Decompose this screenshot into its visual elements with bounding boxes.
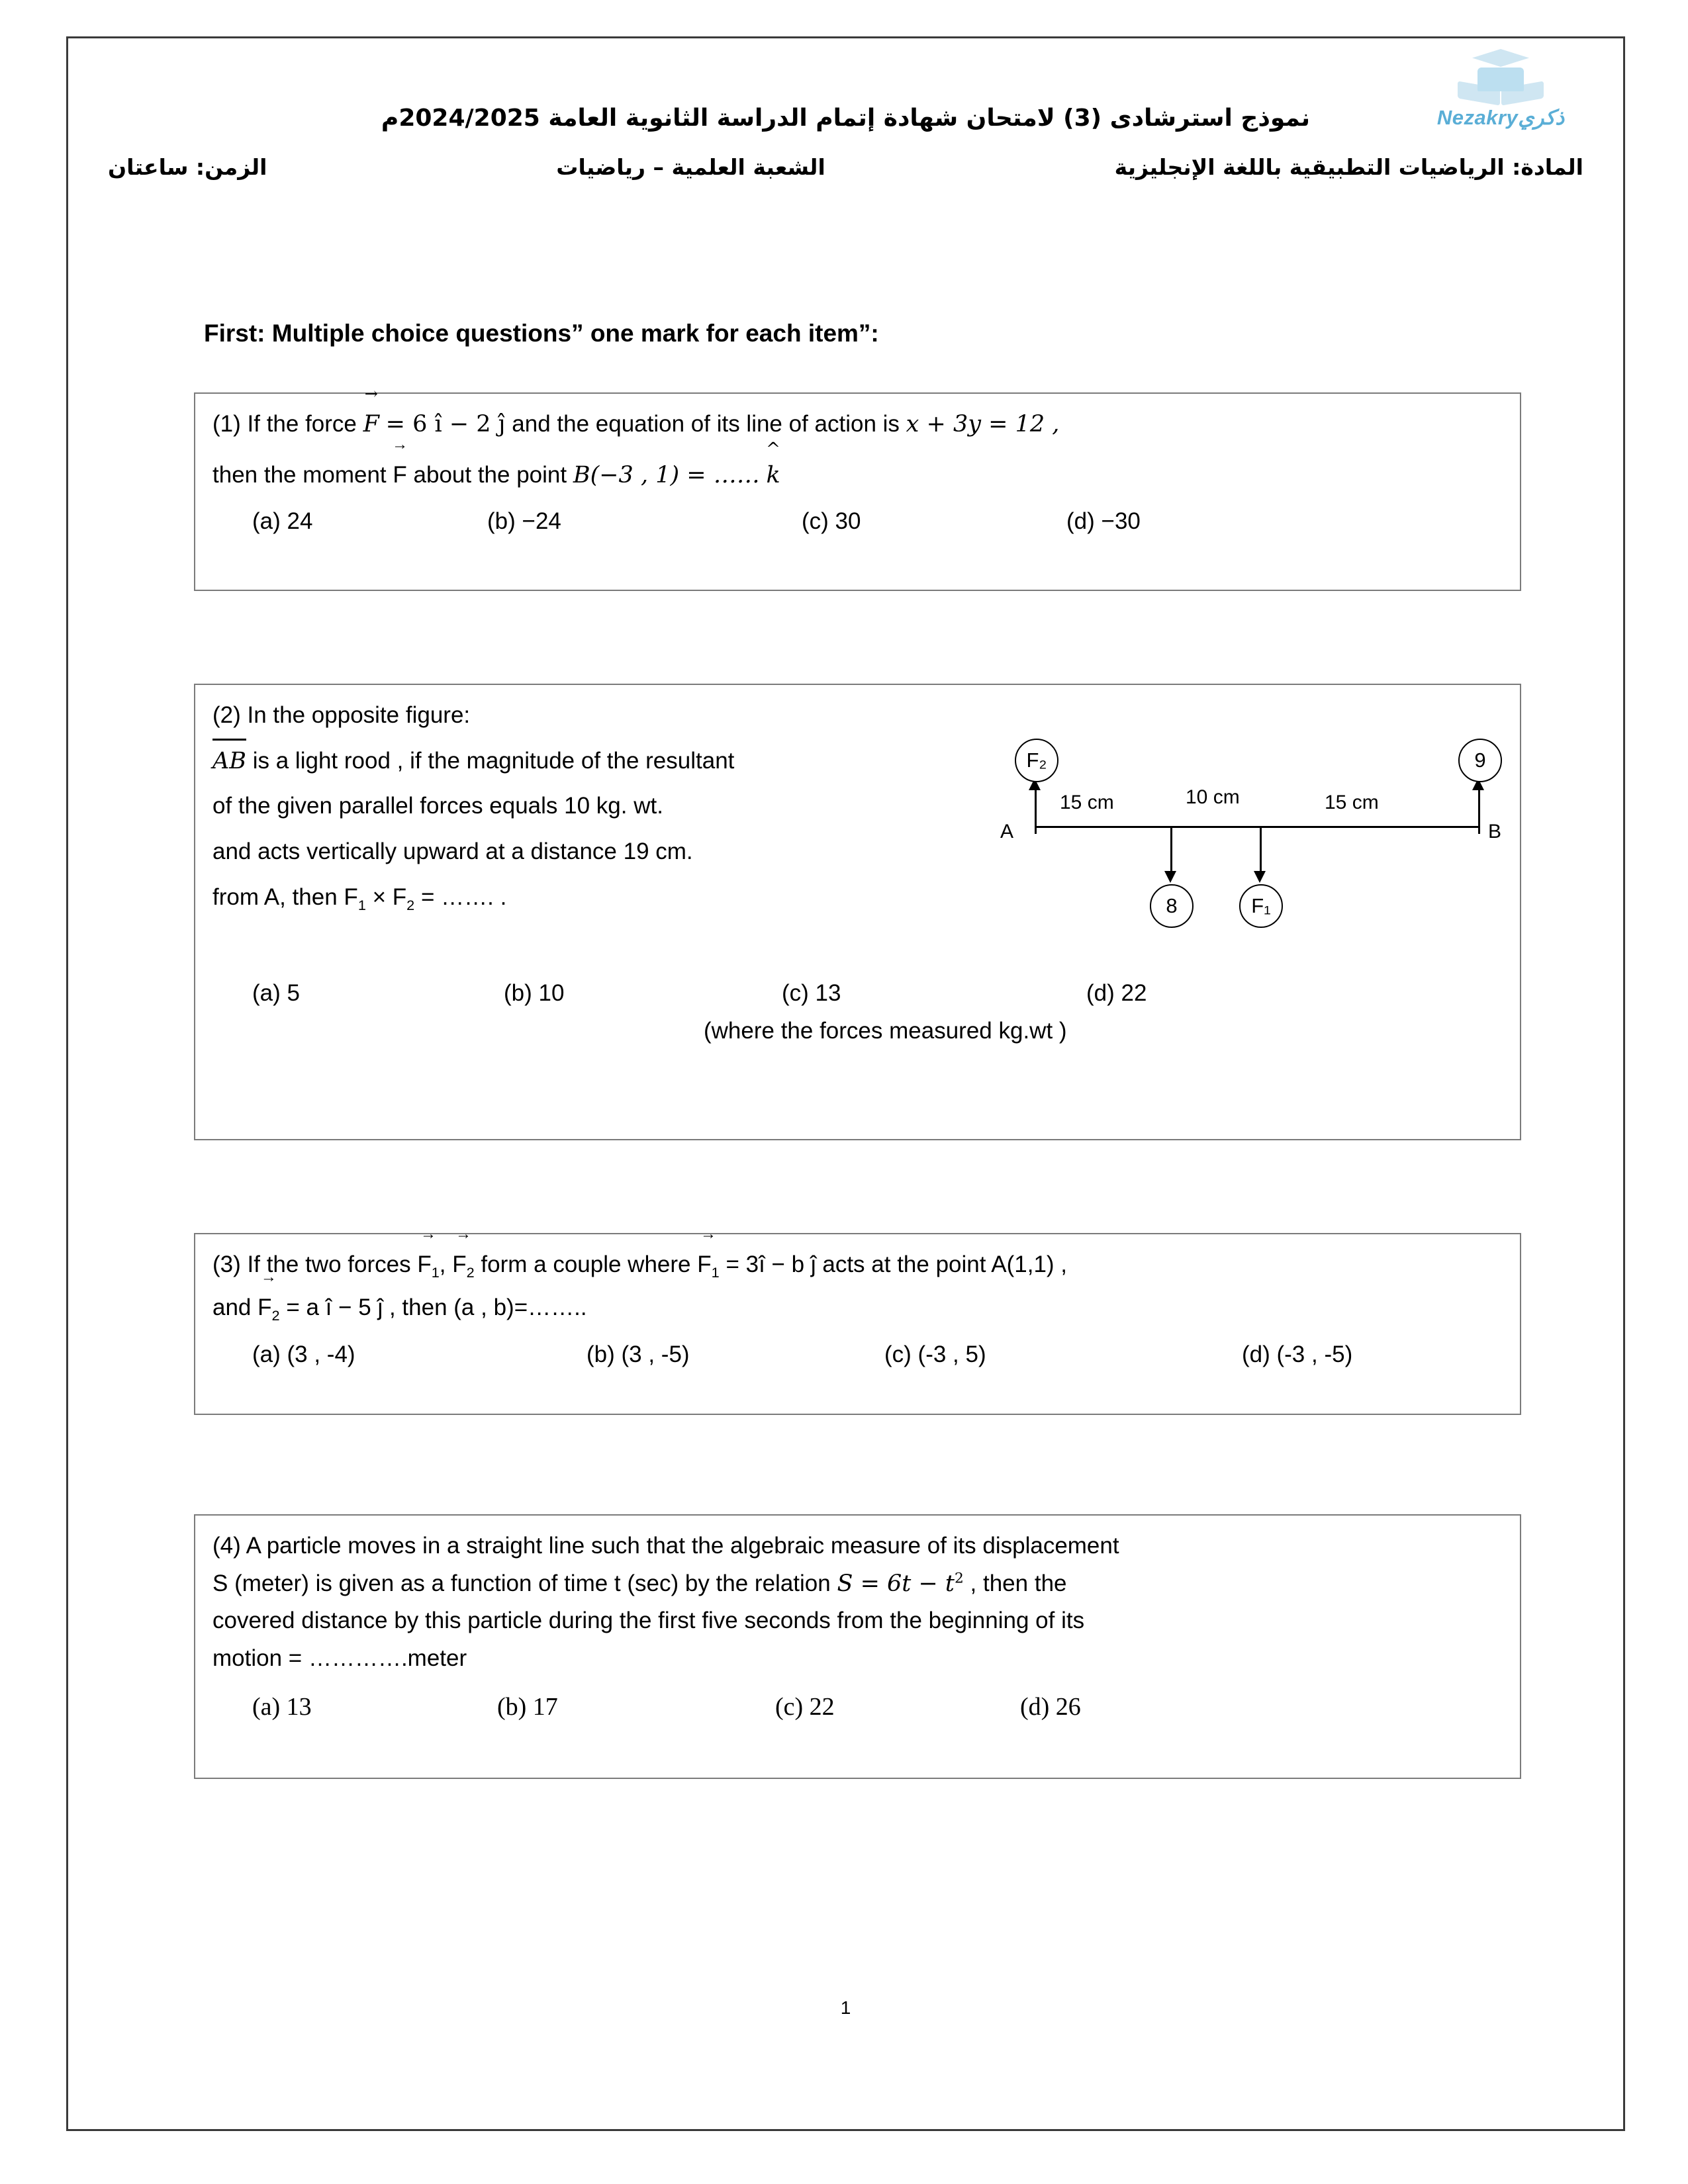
figure-force-8-label bbox=[1150, 884, 1194, 928]
question-1-choice-b[interactable]: (b) −24 bbox=[487, 508, 561, 535]
question-4-choices bbox=[212, 1687, 1503, 1728]
question-1-box bbox=[194, 392, 1521, 591]
question-3-number: (3) bbox=[212, 1251, 241, 1277]
site-logo bbox=[1401, 45, 1600, 151]
question-3-f2-vec bbox=[452, 1246, 474, 1284]
question-1-equation: = 6 î − 2 ĵ bbox=[385, 411, 506, 437]
graduation-cap-book-icon bbox=[1458, 45, 1544, 103]
question-4-choice-b[interactable]: (b) 17 bbox=[497, 1692, 558, 1721]
section-title: First: Multiple choice questions” one mark for each item”: bbox=[204, 320, 879, 347]
question-2-choice-a[interactable]: (a) 5 bbox=[252, 979, 300, 1006]
question-3-choices bbox=[212, 1336, 1503, 1374]
figure-rod-line bbox=[1035, 826, 1478, 828]
question-1-text-b: and the equation of its line of action is bbox=[512, 411, 900, 437]
question-3-eq-1: = 3î − b ĵ acts at the point A(1,1) , bbox=[726, 1251, 1068, 1277]
question-3-f4-sub: 2 bbox=[271, 1307, 280, 1324]
question-1-text-a: If the force bbox=[247, 411, 357, 437]
question-2-note: (where the forces measured kg.wt ) bbox=[704, 1018, 1067, 1044]
page-number: 1 bbox=[840, 1997, 851, 2018]
question-4-line-2 bbox=[212, 1565, 1503, 1603]
question-3-f2-sub: 2 bbox=[466, 1264, 475, 1281]
figure-force-f1-label bbox=[1239, 884, 1283, 928]
question-3-line-2 bbox=[212, 1289, 1503, 1327]
figure-9-text: 9 bbox=[1474, 749, 1486, 772]
question-1-point: B(−3 , 1) = …… bbox=[573, 461, 760, 488]
figure-8-text: 8 bbox=[1166, 894, 1178, 917]
question-2-text-2: is a light rood , if the magnitude of the resultant bbox=[252, 747, 735, 774]
question-1-force-symbol: F → bbox=[363, 406, 379, 443]
figure-label-b: B bbox=[1488, 821, 1502, 842]
question-3-text-b: form a couple where bbox=[481, 1251, 691, 1277]
question-3-f1-vec bbox=[417, 1246, 439, 1284]
question-4-line-1 bbox=[212, 1527, 1503, 1565]
question-3-choice-c[interactable]: (c) (-3 , 5) bbox=[884, 1342, 986, 1368]
question-4-choice-a[interactable]: (a) 13 bbox=[252, 1692, 312, 1721]
question-2-choice-b[interactable]: (b) 10 bbox=[504, 979, 565, 1006]
question-4-number: (4) bbox=[212, 1533, 241, 1559]
question-2-segment-ab: AB bbox=[212, 743, 246, 780]
question-2-line-3: of the given parallel forces equals 10 kg. wt. bbox=[212, 793, 663, 819]
logo-brand-text: Nezakryذكري bbox=[1436, 106, 1565, 129]
question-2-line-4: and acts vertically upward at a distance 19 cm. bbox=[212, 839, 693, 865]
question-3-f3-vec bbox=[697, 1246, 719, 1284]
header-time: الزمن: ساعتان bbox=[108, 154, 267, 180]
question-4-equation: S = 6t − t bbox=[837, 1570, 955, 1597]
question-1-choices bbox=[212, 503, 1503, 541]
figure-arrowhead-down-1 bbox=[1164, 871, 1176, 883]
figure-arrow-down-1 bbox=[1170, 827, 1172, 875]
question-2-choices bbox=[212, 975, 1503, 1013]
question-2-text-1: In the opposite figure: bbox=[247, 702, 471, 728]
question-4-text-2a: S (meter) is given as a function of time t (sec) by the relation bbox=[212, 1570, 831, 1596]
question-1-choice-c[interactable]: (c) 30 bbox=[802, 508, 861, 535]
question-1-line-equation: x + 3y = 12 , bbox=[906, 411, 1060, 437]
question-3-eq-2: = a î − 5 ĵ , then (a , b)=…….. bbox=[286, 1295, 587, 1321]
question-1-k-hat: k ^ bbox=[766, 457, 780, 494]
question-4-choice-d[interactable]: (d) 26 bbox=[1020, 1692, 1081, 1721]
question-2-choice-d[interactable]: (d) 22 bbox=[1086, 979, 1147, 1006]
header-subject: المادة: الرياضيات التطبيقية باللغة الإنجليزية bbox=[1114, 154, 1583, 180]
question-3-choice-b[interactable]: (b) (3 , -5) bbox=[586, 1342, 690, 1368]
question-1-choice-d[interactable]: (d) −30 bbox=[1066, 508, 1141, 535]
question-2-choice-c[interactable]: (c) 13 bbox=[782, 979, 841, 1006]
question-3-f3: F bbox=[697, 1251, 712, 1277]
figure-label-a: A bbox=[1000, 821, 1014, 842]
question-3-f1-sub: 1 bbox=[431, 1264, 440, 1281]
question-1-line-2 bbox=[212, 457, 1503, 494]
question-4-box bbox=[194, 1514, 1521, 1779]
exam-page bbox=[66, 36, 1625, 2131]
question-4-text-2b: , then the bbox=[970, 1570, 1067, 1596]
exam-header-row bbox=[108, 154, 1583, 180]
question-3-box bbox=[194, 1233, 1521, 1415]
question-1-text-d: about the point bbox=[413, 461, 567, 488]
figure-arrow-down-2 bbox=[1260, 827, 1262, 875]
question-3-text-c: and bbox=[212, 1295, 252, 1321]
question-3-choice-d[interactable]: (d) (-3 , -5) bbox=[1242, 1342, 1353, 1368]
question-2-f2-sub: 2 bbox=[406, 896, 415, 913]
header-branch: الشعبة العلمية – رياضيات bbox=[556, 154, 825, 180]
question-3-f4: F bbox=[258, 1295, 272, 1321]
figure-segment-3: 15 cm bbox=[1325, 792, 1379, 813]
question-3-choice-a[interactable]: (a) (3 , -4) bbox=[252, 1342, 355, 1368]
question-2-figure bbox=[995, 720, 1518, 972]
question-3-f1: F bbox=[417, 1251, 432, 1277]
figure-f2-text: F₂ bbox=[1026, 749, 1047, 772]
question-3-text-a: If the two forces bbox=[247, 1251, 411, 1277]
question-2-text-5c: = ……. . bbox=[420, 884, 507, 910]
question-4-text-1: A particle moves in a straight line such that the algebraic measure of its displacement bbox=[246, 1533, 1119, 1559]
question-3-f2: F bbox=[452, 1251, 467, 1277]
figure-arrowhead-down-2 bbox=[1254, 871, 1266, 883]
question-1-number: (1) bbox=[212, 411, 241, 437]
question-3-f4-vec bbox=[258, 1289, 279, 1327]
figure-force-f2-label bbox=[1015, 739, 1058, 782]
question-1-choice-a[interactable]: (a) 24 bbox=[252, 508, 313, 535]
question-2-number: (2) bbox=[212, 702, 241, 728]
question-3-line-1: (3) If the two forces $F_1$ →, $F_2$ → form a couple where $F_1$ → = 3î − b ĵ acts at the point A(1,1) , bbox=[212, 1246, 1503, 1284]
question-2-text-5b: × F bbox=[372, 884, 407, 910]
figure-segment-2: 10 cm bbox=[1186, 786, 1240, 808]
question-4-exponent: 2 bbox=[955, 1570, 964, 1587]
figure-f1-text: F₁ bbox=[1251, 894, 1271, 917]
exam-header-title: نموذج استرشادى (3) لامتحان شهادة إتمام الدراسة الثانوية العامة 2024/2025م bbox=[381, 105, 1311, 132]
question-3-f3-sub: 1 bbox=[711, 1264, 720, 1281]
question-2-f1-sub: 1 bbox=[357, 896, 366, 913]
question-1-moment-symbol: F → bbox=[393, 457, 406, 494]
question-2-text-5a: from A, then F bbox=[212, 884, 358, 910]
figure-segment-1: 15 cm bbox=[1060, 792, 1114, 813]
question-1-text-c: then the moment bbox=[212, 461, 387, 488]
figure-force-9-label bbox=[1458, 739, 1502, 782]
question-4-line-3: covered distance by this particle during the first five seconds from the beginning of its bbox=[212, 1608, 1085, 1634]
question-4-choice-c[interactable]: (c) 22 bbox=[775, 1692, 835, 1721]
question-4-line-4: motion = ………….meter bbox=[212, 1645, 467, 1672]
